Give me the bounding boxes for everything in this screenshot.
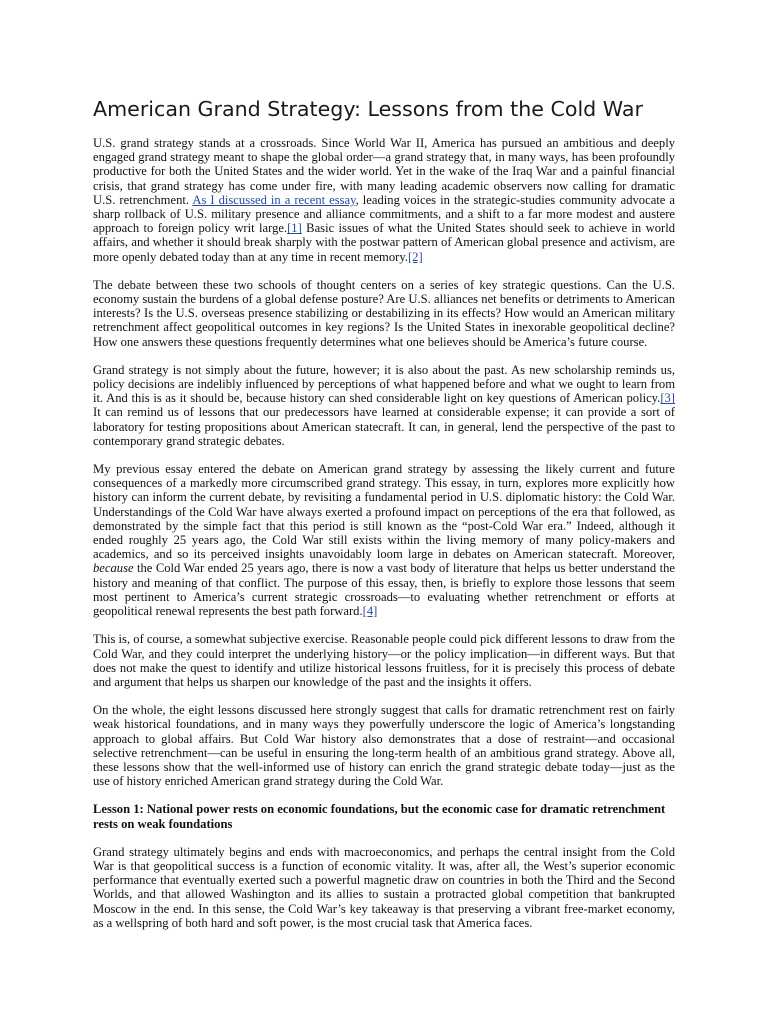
paragraph-7: Grand strategy ultimately begins and ends with macroeconomics, and perhaps the central insight from the Cold War is that geopolitical success is a function of economic vitality. It was, after all, the West’s superior economic performance that eventually exerted such a powerful magnetic draw on countries in both the Third and the Second Worlds, and that allowed Washington and its allies to sustain a protracted global competition that bankrupted Moscow in the end. In this sense, the Cold War’s key takeaway is that preserving a vibrant free-market economy, as a wellspring of both hard and soft power, is the most crucial task that America faces. — [93, 844, 675, 930]
recent-essay-link[interactable]: As I discussed in a recent essay — [192, 192, 356, 207]
paragraph-5: This is, of course, a somewhat subjective exercise. Reasonable people could pick different lessons to draw from the Cold War, and they could interpret the underlying history—or the policy implication—in different ways. But that does not make the quest to identify and utilize historical lessons fruitless, for it is precisely this process of debate and argument that helps us sharpen our knowledge of the past and the insights it offers. — [93, 632, 675, 689]
paragraph-1-text-c: Basic issues of what the United States should seek to achieve in world affairs, and whether it should break sharply with the postwar pattern of American global presence and activism, are more openly debated today than at any time in recent memory. — [93, 221, 675, 264]
lesson-1-heading: Lesson 1: National power rests on economic foundations, but the economic case for dramatic retrenchment rests on weak foundations — [93, 802, 666, 831]
paragraph-3-text-a: Grand strategy is not simply about the future, however; it is also about the past. As new scholarship reminds us, policy decisions are indelibly influenced by perceptions of what happened before and what we ought to learn from it. And this is as it should be, because history can shed considerable light on key questions of American policy. — [93, 362, 675, 406]
document-title: American Grand Strategy: Lessons from the Cold War — [93, 97, 643, 121]
paragraph-4-text-a: My previous essay entered the debate on American grand strategy by assessing the likely current and future consequences of a markedly more circumscribed grand strategy. This essay, in turn, explores more explicitly how history can inform the current debate, by revisiting a fundamental period in U.S. diplomatic history: the Cold War. Understandings of the Cold War have always exerted a profound impact on perceptions of the era that followed, as demonstrated by the simple fact that this period is still known as the “post-Cold War era.” Indeed, although it ended roughly 25 years ago, the Cold War still exists within the living memory of many policy-makers and academics, and so its perceived insights unavoidably loom large in debates on American statecraft. Moreover, — [93, 462, 675, 562]
paragraph-1-text-a: U.S. grand strategy stands at a crossroads. Since World War II, America has pursued an ambitious and deeply engaged grand strategy meant to shape the global order—a grand strategy that, in many ways, has been profoundly productive for both the United States and the wider world. Yet in the wake of the Iraq War and a painful financial crisis, that grand strategy has come under fire, with many leading academic observers now calling for dramatic U.S. retrenchment. — [93, 136, 675, 207]
paragraph-3 — [93, 363, 675, 448]
paragraph-3-text-b: It can remind us of lessons that our predecessors have learned at considerable expense; it can provide a sort of laboratory for testing propositions about American statecraft. It can, in general, lend the perspective of the past to contemporary grand strategic debates. — [93, 405, 675, 448]
paragraph-1 — [93, 136, 675, 264]
emphasis-because: because — [93, 561, 134, 576]
footnote-link-2[interactable]: [2] — [407, 249, 423, 264]
paragraph-6: On the whole, the eight lessons discussed here strongly suggest that calls for dramatic retrenchment rest on fairly weak historical foundations, and in many ways they powerfully underscore the logic of America’s longstanding approach to global affairs. But Cold War history also demonstrates that a dose of restraint—and occasional selective retrenchment—can be useful in ensuring the long-term health of an ambitious grand strategy. Above all, these lessons show that the well-informed use of history can enrich the grand strategic debate today—just as the use of history enriched American grand strategy during the Cold War. — [93, 703, 675, 789]
footnote-link-4[interactable]: [4] — [362, 604, 378, 619]
document-page — [93, 96, 675, 944]
paragraph-4-text-b: the Cold War ended 25 years ago, there is now a vast body of literature that helps us better understand the history and meaning of that conflict. The purpose of this essay, then, is briefly to explore those lessons that seem most pertinent to America’s current strategic crossroads—to evaluating whether retrenchment or efforts at geopolitical renewal represents the best path forward. — [93, 561, 675, 619]
paragraph-2: The debate between these two schools of thought centers on a series of key strategic questions. Can the U.S. economy sustain the burdens of a global defense posture? Are U.S. alliances net benefits or detriments to American interests? Is the U.S. overseas presence stabilizing or destabilizing in its effects? How would an American military retrenchment affect geopolitical outcomes in key regions? Is the United States in inexorable geopolitical decline? How one answers these questions frequently determines what one believes should be America’s future course. — [93, 277, 675, 349]
paragraph-4 — [93, 462, 675, 618]
footnote-link-1[interactable]: [1] — [287, 221, 302, 236]
footnote-link-3[interactable]: [3] — [660, 391, 675, 406]
paragraph-1-text-b: , leading voices in the strategic-studies community advocate a sharp rollback of U.S. military presence and alliance commitments, and a shift to a far more modest and austere approach to foreign policy writ large. — [93, 192, 675, 236]
